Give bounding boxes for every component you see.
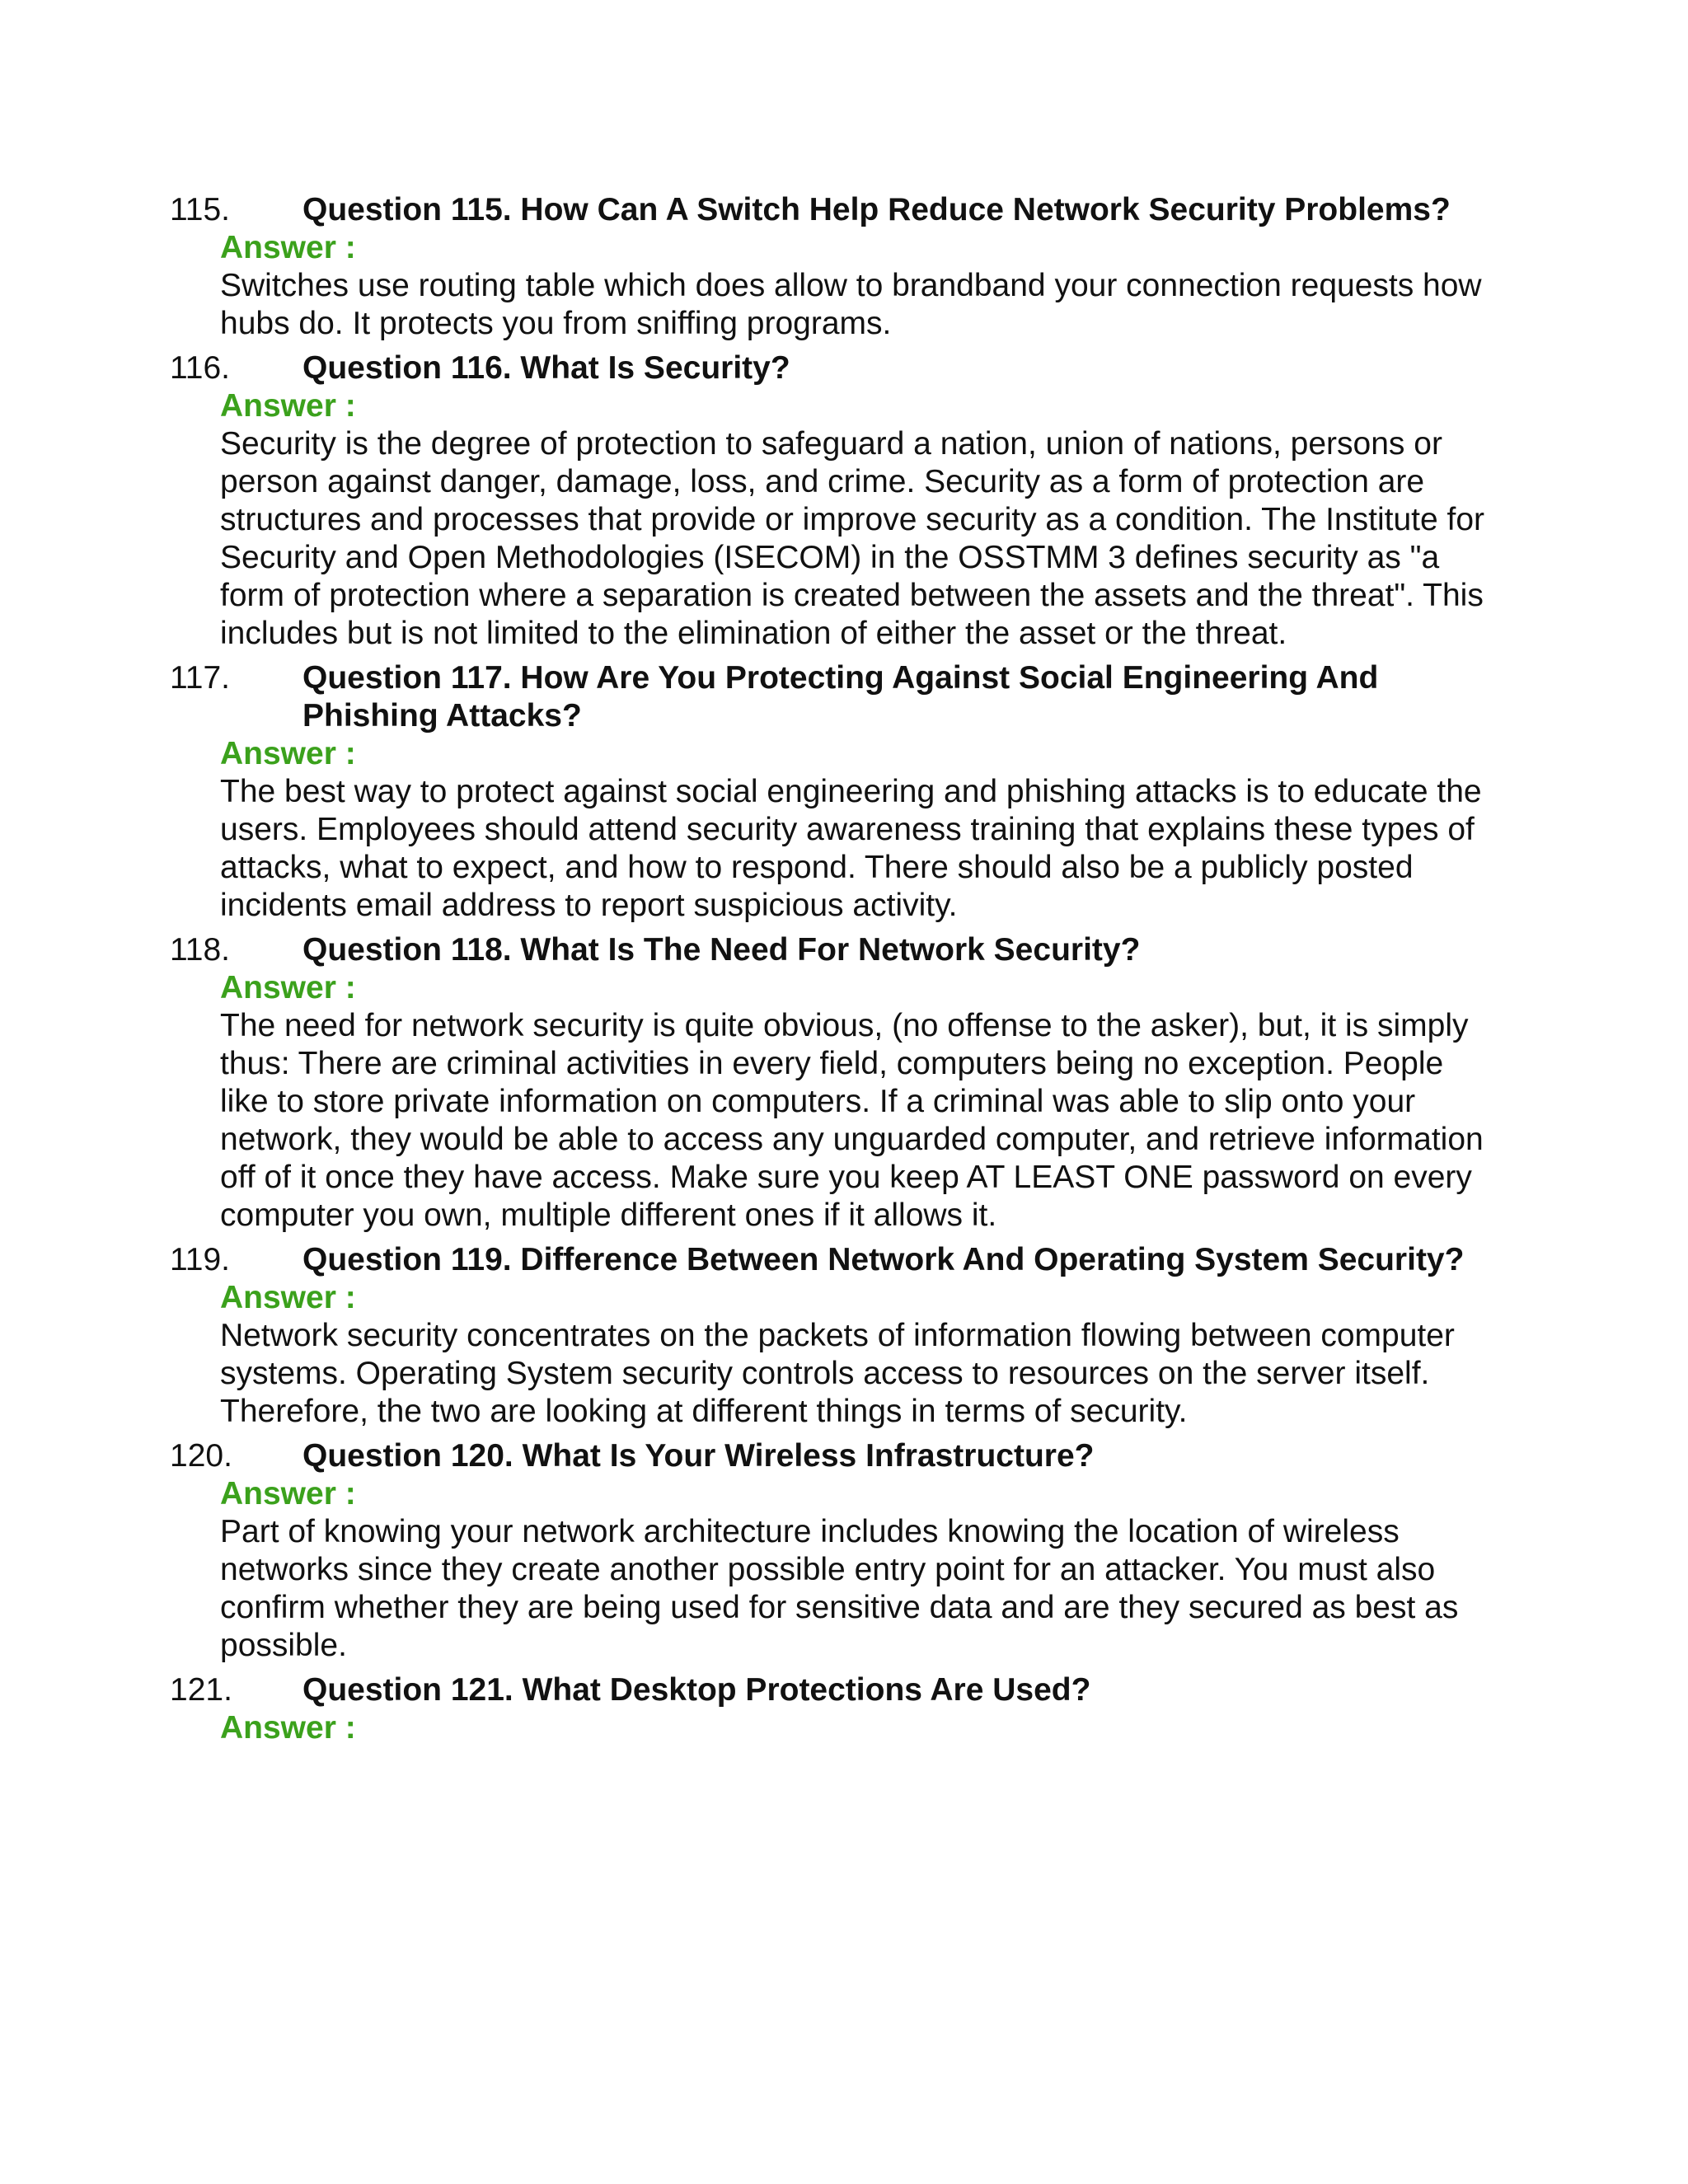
answer-text: The need for network security is quite obvious, (no offense to the asker), but, it is simply thus: There are criminal activities in every field, computers being no exception. People like to store private information on computers. If a criminal was able to slip onto your network, they would be able to access any unguarded computer, and retrieve information off of it once they have access. Make sure you keep AT LEAST ONE password on every computer you own, multiple different ones if it allows it. [220, 1008, 1484, 1233]
question-text: Question 118. What Is The Need For Network Security? [302, 932, 1141, 968]
qa-item-120 [170, 1437, 1497, 1665]
question-heading [170, 1241, 1497, 1279]
qa-item-115 [170, 191, 1497, 343]
answer-text: Switches use routing table which does allow to brandband your connection requests how hubs do. It protects you from sniffing programs. [220, 268, 1482, 341]
question-text: Question 115. How Can A Switch Help Reduce Network Security Problems? [302, 192, 1451, 227]
answer-label: Answer : [220, 230, 356, 265]
answer-text: Network security concentrates on the packets of information flowing between computer systems. Operating System security controls access to resources on the server itself. Therefore, the two are looking at different things in terms of security. [220, 1318, 1455, 1429]
answer-text: Security is the degree of protection to safeguard a nation, union of nations, persons or person against danger, damage, loss, and crime. Security as a form of protection are structures and processes that provide or improve security as a condition. The Institute for Security and Open Methodologies (ISECOM) in the OSSTMM 3 defines security as "a form of protection where a separation is created between the assets and the threat". This includes but is not limited to the elimination of either the asset or the threat. [220, 426, 1485, 651]
question-number: 117. [170, 660, 231, 696]
question-number: 115. [170, 192, 231, 227]
question-number: 118. [170, 932, 231, 968]
answer-label: Answer : [220, 1280, 356, 1315]
answer-text: The best way to protect against social engineering and phishing attacks is to educate the users. Employees should attend security awareness training that explains these types of attacks, what to expect, and how to respond. There should also be a publicly posted incidents email address to report suspicious activity. [220, 774, 1482, 923]
question-heading [170, 659, 1497, 735]
qa-item-119 [170, 1241, 1497, 1431]
answer-label: Answer : [220, 1710, 356, 1746]
question-number: 116. [170, 350, 231, 386]
question-heading [170, 191, 1497, 229]
question-heading [170, 349, 1497, 387]
question-text: Question 120. What Is Your Wireless Infrastructure? [302, 1438, 1095, 1474]
answer-text: Part of knowing your network architecture includes knowing the location of wireless networks since they create another possible entry point for an attacker. You must also confirm whether they are being used for sensitive data and are they secured as best as possible. [220, 1514, 1459, 1663]
qa-item-116 [170, 349, 1497, 653]
question-number: 120. [170, 1438, 232, 1474]
question-text: Question 117. How Are You Protecting Against Social Engineering And Phishing Attacks? [302, 660, 1379, 733]
question-heading [170, 1437, 1497, 1475]
question-text: Question 119. Difference Between Network And Operating System Security? [302, 1242, 1465, 1277]
qa-item-117 [170, 659, 1497, 925]
answer-label: Answer : [220, 970, 356, 1005]
question-heading [170, 1671, 1497, 1709]
qa-item-118 [170, 931, 1497, 1235]
answer-label: Answer : [220, 388, 356, 424]
question-number: 121. [170, 1672, 232, 1708]
question-heading [170, 931, 1497, 969]
answer-label: Answer : [220, 1476, 356, 1511]
answer-label: Answer : [220, 736, 356, 771]
question-number: 119. [170, 1242, 231, 1277]
question-text: Question 121. What Desktop Protections Are Used? [302, 1672, 1091, 1708]
question-text: Question 116. What Is Security? [302, 350, 790, 386]
qa-list [170, 191, 1497, 1747]
qa-item-121 [170, 1671, 1497, 1747]
